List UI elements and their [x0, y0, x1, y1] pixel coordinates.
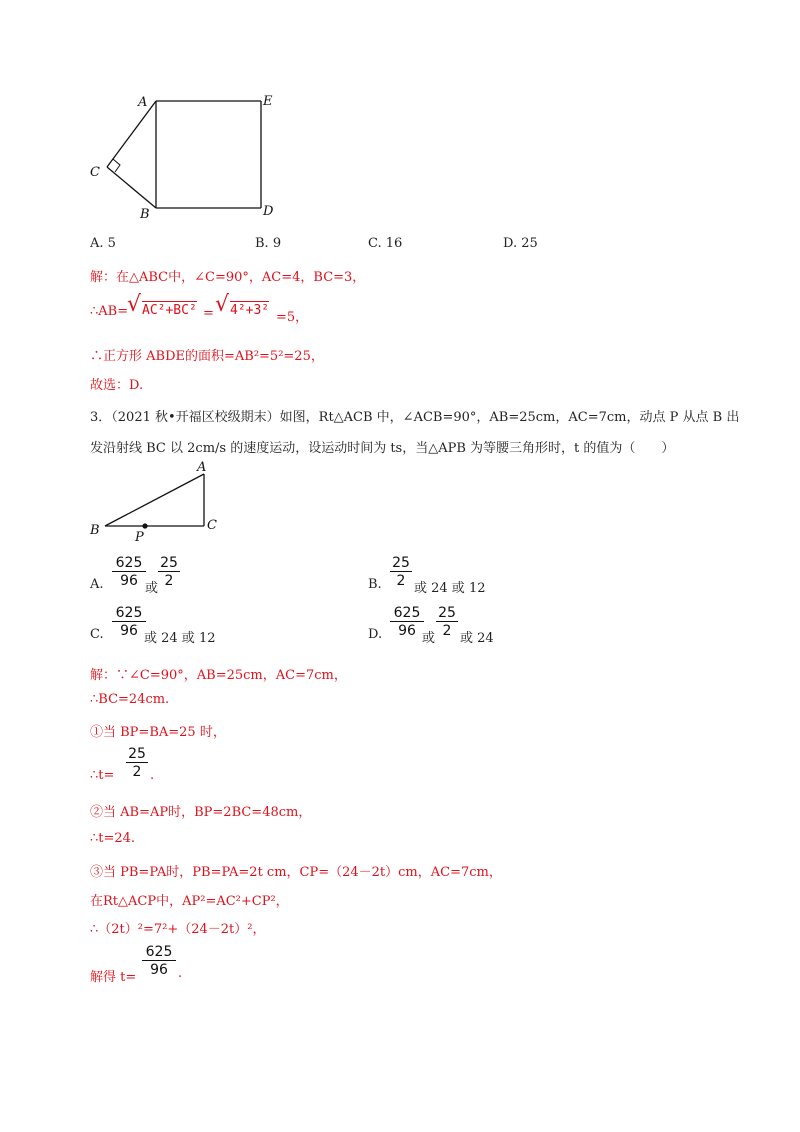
numerator: 625 — [393, 605, 421, 621]
q2-option-c: C. 16 — [368, 236, 403, 251]
q2-solution-line4: 故选：D. — [90, 378, 144, 393]
label-A: A — [138, 95, 148, 110]
option-c-tail: 或 24 或 12 — [144, 631, 216, 646]
fraction — [112, 605, 146, 640]
fraction — [112, 555, 146, 590]
q3-solution-line1: 解：∵∠C=90°，AB=25cm，AC=7cm， — [90, 668, 347, 683]
q3-solution-t3 — [90, 944, 250, 984]
fraction — [158, 555, 180, 590]
option-d-tail: 或 24 — [460, 631, 494, 646]
fraction — [126, 746, 148, 781]
fraction — [142, 944, 176, 979]
q3-solution-line7: 在Rt△ACP中，AP²=AC²+CP²， — [90, 894, 289, 909]
q2-eq: = — [203, 306, 214, 321]
denominator: 2 — [132, 764, 142, 780]
or-text: 或 — [145, 581, 159, 596]
t1-suffix: . — [150, 768, 155, 783]
denominator: 96 — [150, 962, 168, 978]
q2-option-a: A. 5 — [90, 236, 116, 251]
sqrt-radicand-1: AC²+BC² — [142, 303, 197, 318]
numerator: 625 — [115, 555, 143, 571]
sqrt-symbol-1: √ — [127, 292, 142, 317]
q3-solution-line2: ∴BC=24cm. — [90, 692, 170, 707]
option-d-label: D. — [368, 627, 383, 642]
q3-solution-line4: ②当 AB=AP时，BP=2BC=48cm， — [90, 805, 312, 820]
q2-ab-prefix: ∴AB= — [90, 304, 129, 319]
label-P: P — [135, 530, 144, 545]
fraction — [390, 555, 412, 590]
q2-solution-line2 — [90, 292, 410, 328]
q3-solution-line8: ∴（2t）²=7²+（24－2t）²， — [90, 922, 266, 937]
q2-result: =5， — [276, 310, 309, 325]
label-B: B — [90, 523, 100, 538]
q3-stem-line2: 发沿射线 BC 以 2cm/s 的速度运动，设运动时间为 ts，当△APB 为等腰三角形时，t 的值为（ ） — [90, 441, 675, 456]
label-B: B — [140, 207, 150, 222]
denominator: 96 — [120, 573, 138, 589]
sqrt-radicand-2: 4²+3² — [230, 303, 270, 318]
q3-solution-t1 — [90, 746, 210, 786]
numerator: 625 — [115, 605, 143, 621]
or-text: 或 — [422, 631, 436, 646]
numerator: 25 — [160, 555, 178, 571]
numerator: 25 — [392, 555, 410, 571]
numerator: 625 — [145, 944, 173, 960]
option-c-label: C. — [90, 627, 104, 642]
q2-solution-line1: 解：在△ABC中，∠C=90°，AC=4，BC=3， — [90, 270, 366, 285]
q3-option-b — [368, 555, 568, 595]
label-A: A — [197, 460, 207, 475]
label-C: C — [90, 165, 100, 180]
q3-solution-line3: ①当 BP=BA=25 时， — [90, 725, 226, 740]
q3-solution-line5: ∴t=24. — [90, 831, 136, 846]
side-BA — [105, 474, 204, 526]
option-b-tail: 或 24 或 12 — [414, 581, 486, 596]
q3-stem-line1: 3．（2021 秋•开福区校级期末）如图，Rt△ACB 中，∠ACB=90°，AB=25cm，AC=7cm，动点 P 从点 B 出 — [90, 410, 740, 425]
q2-option-d: D. 25 — [503, 236, 538, 251]
denominator: 96 — [120, 623, 138, 639]
q3-option-d — [368, 605, 568, 645]
label-D: D — [263, 204, 274, 219]
q3-solution-line6: ③当 PB=PA时，PB=PA=2t cm，CP=（24－2t）cm，AC=7cm， — [90, 865, 502, 880]
sqrt-symbol-2: √ — [215, 292, 230, 317]
square-triangle-figure — [80, 85, 300, 225]
label-E: E — [263, 94, 273, 109]
denominator: 2 — [164, 573, 174, 589]
denominator: 2 — [396, 573, 406, 589]
q2-option-b: B. 9 — [255, 236, 282, 251]
t3-suffix: . — [178, 966, 183, 981]
numerator: 25 — [438, 605, 456, 621]
q2-solution-line3: ∴正方形 ABDE的面积=AB²=5²=25， — [90, 349, 324, 364]
fraction — [390, 605, 424, 640]
right-angle-mark — [113, 159, 120, 172]
t1-prefix: ∴t= — [90, 768, 115, 783]
fraction — [436, 605, 458, 640]
q3-option-c — [90, 605, 290, 645]
denominator: 96 — [398, 623, 416, 639]
right-triangle-figure — [84, 458, 234, 546]
side-AC — [107, 101, 156, 167]
option-a-label: A. — [90, 577, 104, 592]
point-P — [142, 523, 147, 528]
numerator: 25 — [128, 746, 146, 762]
t3-prefix: 解得 t= — [90, 970, 137, 985]
denominator: 2 — [442, 623, 452, 639]
q3-option-a — [90, 555, 290, 595]
option-b-label: B. — [368, 577, 382, 592]
label-C: C — [207, 518, 217, 533]
side-CB — [107, 167, 156, 208]
